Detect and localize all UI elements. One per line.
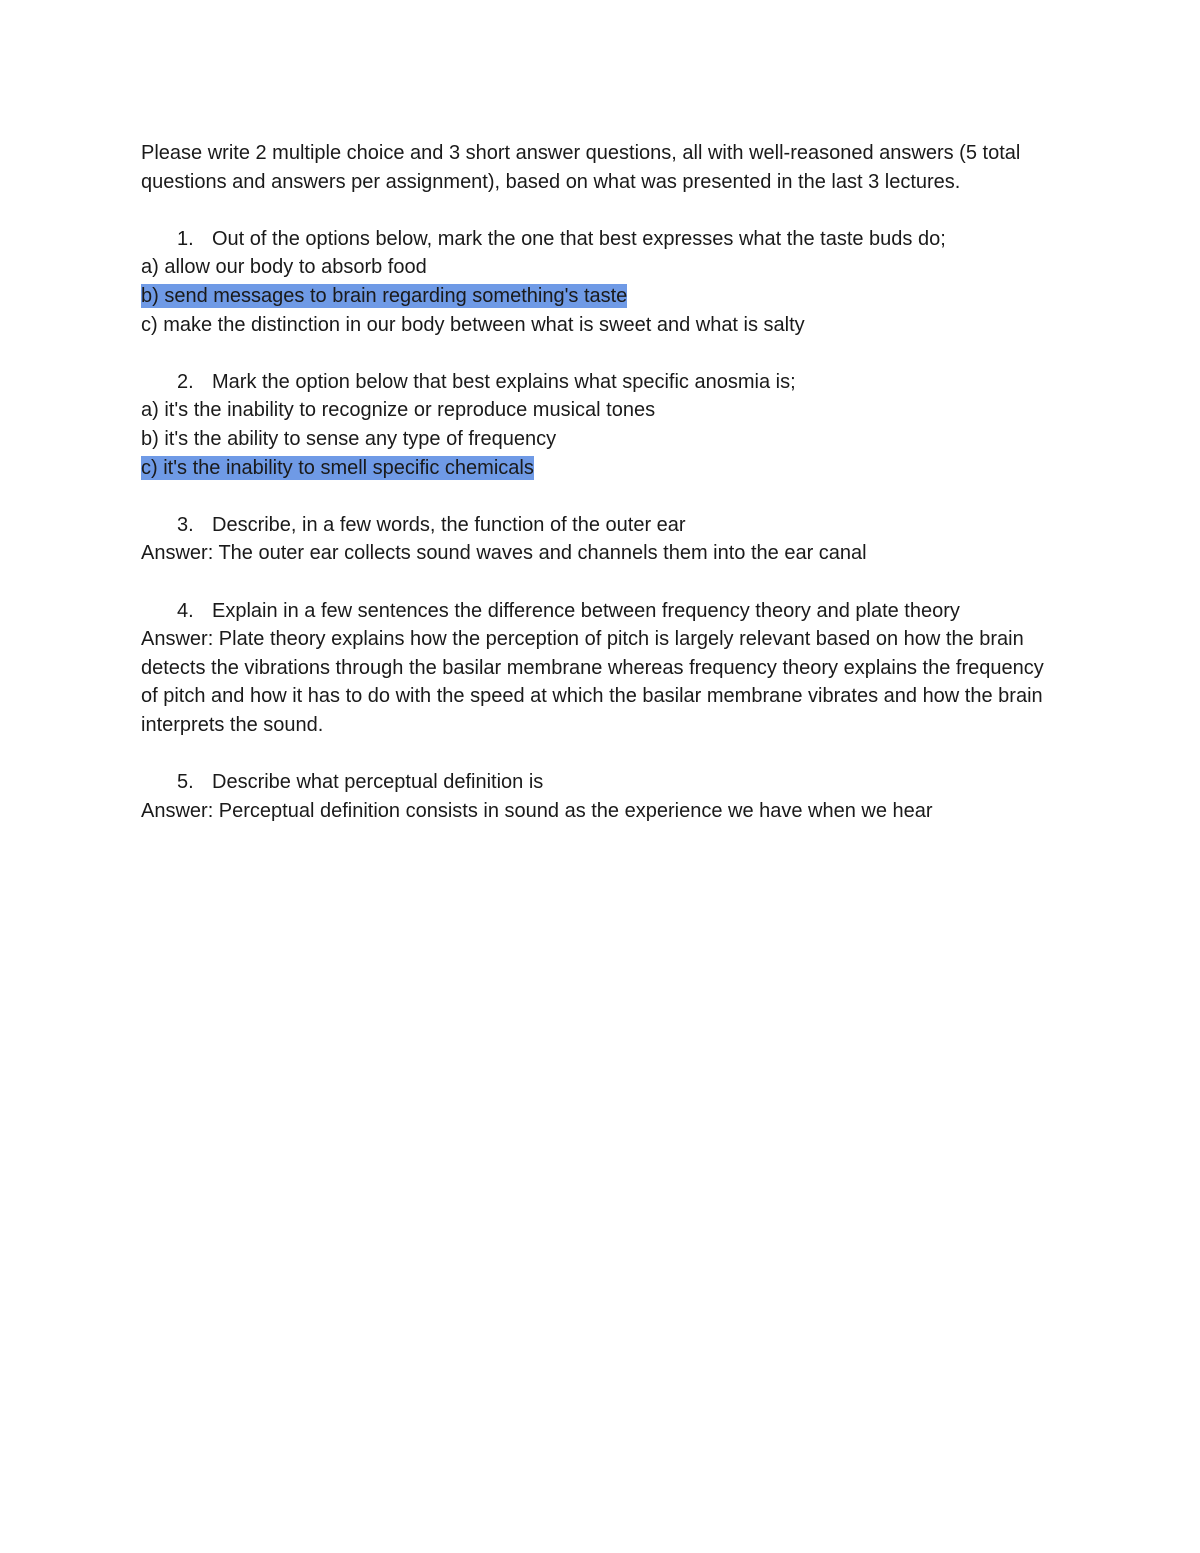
answer-text: Answer: The outer ear collects sound waves and channels them into the ear canal: [141, 542, 867, 565]
question-text: Mark the option below that best explains what specific anosmia is;: [212, 370, 796, 393]
question-number: 2.: [177, 370, 194, 393]
question-number: 3.: [177, 513, 194, 536]
question-text: Out of the options below, mark the one that best expresses what the taste buds do;: [212, 227, 946, 250]
option-a: a) it's the inability to recognize or reproduce musical tones: [141, 399, 656, 422]
option-a: a) allow our body to absorb food: [141, 256, 427, 279]
question-3: [141, 511, 1061, 540]
spacer: [141, 196, 1061, 225]
option-c-selected: [141, 454, 1061, 483]
spacer: [141, 739, 1061, 768]
highlighted-answer: c) it's the inability to smell specific chemicals: [141, 456, 534, 479]
question-5: [141, 768, 1061, 797]
spacer: [141, 568, 1061, 597]
question-2: [141, 368, 1061, 397]
question-number: 5.: [177, 771, 194, 794]
option-b: b) it's the ability to sense any type of frequency: [141, 427, 557, 450]
question-text: Explain in a few sentences the difference between frequency theory and plate theory: [212, 599, 960, 622]
question-number: 4.: [177, 599, 194, 622]
spacer: [141, 339, 1061, 368]
spacer: [141, 482, 1061, 511]
answer-text: Answer: Perceptual definition consists in sound as the experience we have when we hear: [141, 799, 933, 822]
document-page: [141, 139, 1061, 825]
question-text: Describe what perceptual definition is: [212, 771, 544, 794]
question-text: Describe, in a few words, the function of the outer ear: [212, 513, 686, 536]
intro-paragraph: Please write 2 multiple choice and 3 short answer questions, all with well-reasoned answers (5 total questions and answers per assignment), based on what was presented in the last 3 lectures.: [141, 142, 1021, 193]
option-c: c) make the distinction in our body between what is sweet and what is salty: [141, 313, 805, 336]
option-b-selected: [141, 282, 1061, 311]
highlighted-answer: b) send messages to brain regarding something's taste: [141, 284, 628, 307]
question-number: 1.: [177, 227, 194, 250]
question-1: [141, 225, 1061, 254]
answer-text: Answer: Plate theory explains how the perception of pitch is largely relevant based on how the brain detects the vibrations through the basilar membrane whereas frequency theory explains the frequency of pitch and how it has to do with the speed at which the basilar membrane vibrates and how the brain interprets the sound.: [141, 628, 1044, 736]
question-4: [141, 597, 1061, 626]
